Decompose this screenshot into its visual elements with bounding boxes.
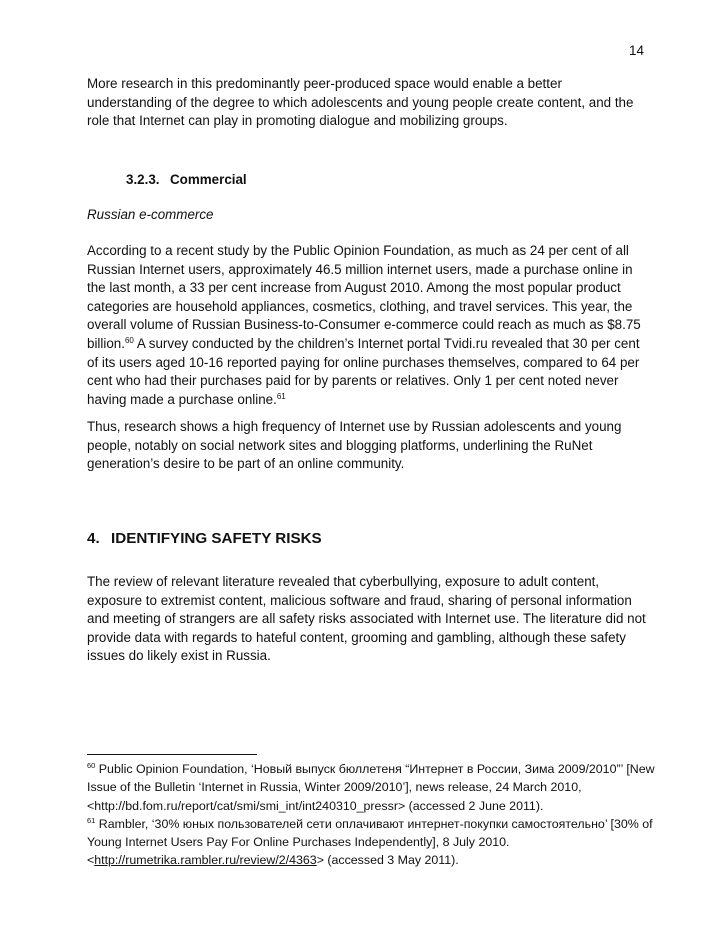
section-number: 4. bbox=[87, 530, 100, 547]
footnote-marker: 61 bbox=[87, 815, 96, 825]
footnotes bbox=[87, 760, 657, 870]
ecommerce-paragraph bbox=[87, 242, 647, 409]
footnote-60 bbox=[87, 760, 657, 815]
footnote-text: Public Opinion Foundation, ‘Новый выпуск бюллетеня “Интернет в России, Зима 2009/2010”’ [New Issue of the Bulletin ‘Internet in Russia, Winter 2009/2010’], news release, 24 March 2010, <http://bd.fom.ru/report/cat/smi/smi_int/int240310_pressr> (accessed 2 June 2011). bbox=[87, 762, 655, 813]
ecommerce-text-part1: According to a recent study by the Public Opinion Foundation, as much as 24 per cent of all Russian Internet users, approximately 46.5 million internet users, made a purchase online in the last month, a 33 per cent increase from August 2010. Among the most popular product categories are household appliances, cosmetics, clothing, and travel services. This year, the overall volume of Russian Business-to-Consumer e-commerce could reach as much as $8.75 billion. bbox=[87, 243, 641, 351]
ecommerce-text-part2: A survey conducted by the children’s Internet portal Tvidi.ru revealed that 30 per cent of its users aged 10-16 reported paying for online purchases themselves, compared to 64 per cent who had their purchases paid for by parents or relatives. Only 1 per cent noted never having made a purchase online. bbox=[87, 335, 640, 407]
footnote-marker: 60 bbox=[87, 761, 96, 770]
section-heading bbox=[87, 530, 322, 547]
footnote-divider bbox=[87, 754, 257, 755]
section-title: IDENTIFYING SAFETY RISKS bbox=[111, 530, 322, 547]
footnote-61 bbox=[87, 815, 657, 870]
russian-ecommerce-heading: Russian e-commerce bbox=[87, 207, 214, 222]
footnote-ref-60[interactable]: 60 bbox=[124, 335, 134, 345]
safety-risks-paragraph: The review of relevant literature revealed that cyberbullying, exposure to adult content, exposure to extremist content, malicious software and fraud, sharing of personal information and meeting of strangers are all safety risks associated with Internet use. The literature did not provide data with regards to hateful content, grooming and gambling, although these safety issues do likely exist in Russia. bbox=[87, 574, 646, 664]
footnote-text-tail: > (accessed 3 May 2011). bbox=[316, 853, 459, 868]
footnote-text: Rambler, ‘30% юных пользователей сети оплачивают интернет-покупки самостоятельно’ [30% of Young Internet Users Pay For Online Purchases Independently], 8 July 2010. < bbox=[87, 816, 653, 868]
summary-paragraph: Thus, research shows a high frequency of Internet use by Russian adolescents and young people, notably on social network sites and blogging platforms, underlining the RuNet generation’s desire to be part of an online community. bbox=[87, 419, 622, 472]
intro-paragraph: More research in this predominantly peer-produced space would enable a better understanding of the degree to which adolescents and young people create content, and the role that Internet can play in promoting dialogue and mobilizing groups. bbox=[87, 76, 634, 129]
subsection-number: 3.2.3. bbox=[126, 172, 160, 187]
rumetrika-link[interactable]: http://rumetrika.rambler.ru/review/2/4363 bbox=[94, 853, 317, 868]
page-number: 14 bbox=[628, 43, 644, 58]
subsection-heading bbox=[126, 172, 247, 187]
subsection-title: Commercial bbox=[170, 172, 247, 187]
footnote-ref-61[interactable]: 61 bbox=[276, 391, 286, 401]
